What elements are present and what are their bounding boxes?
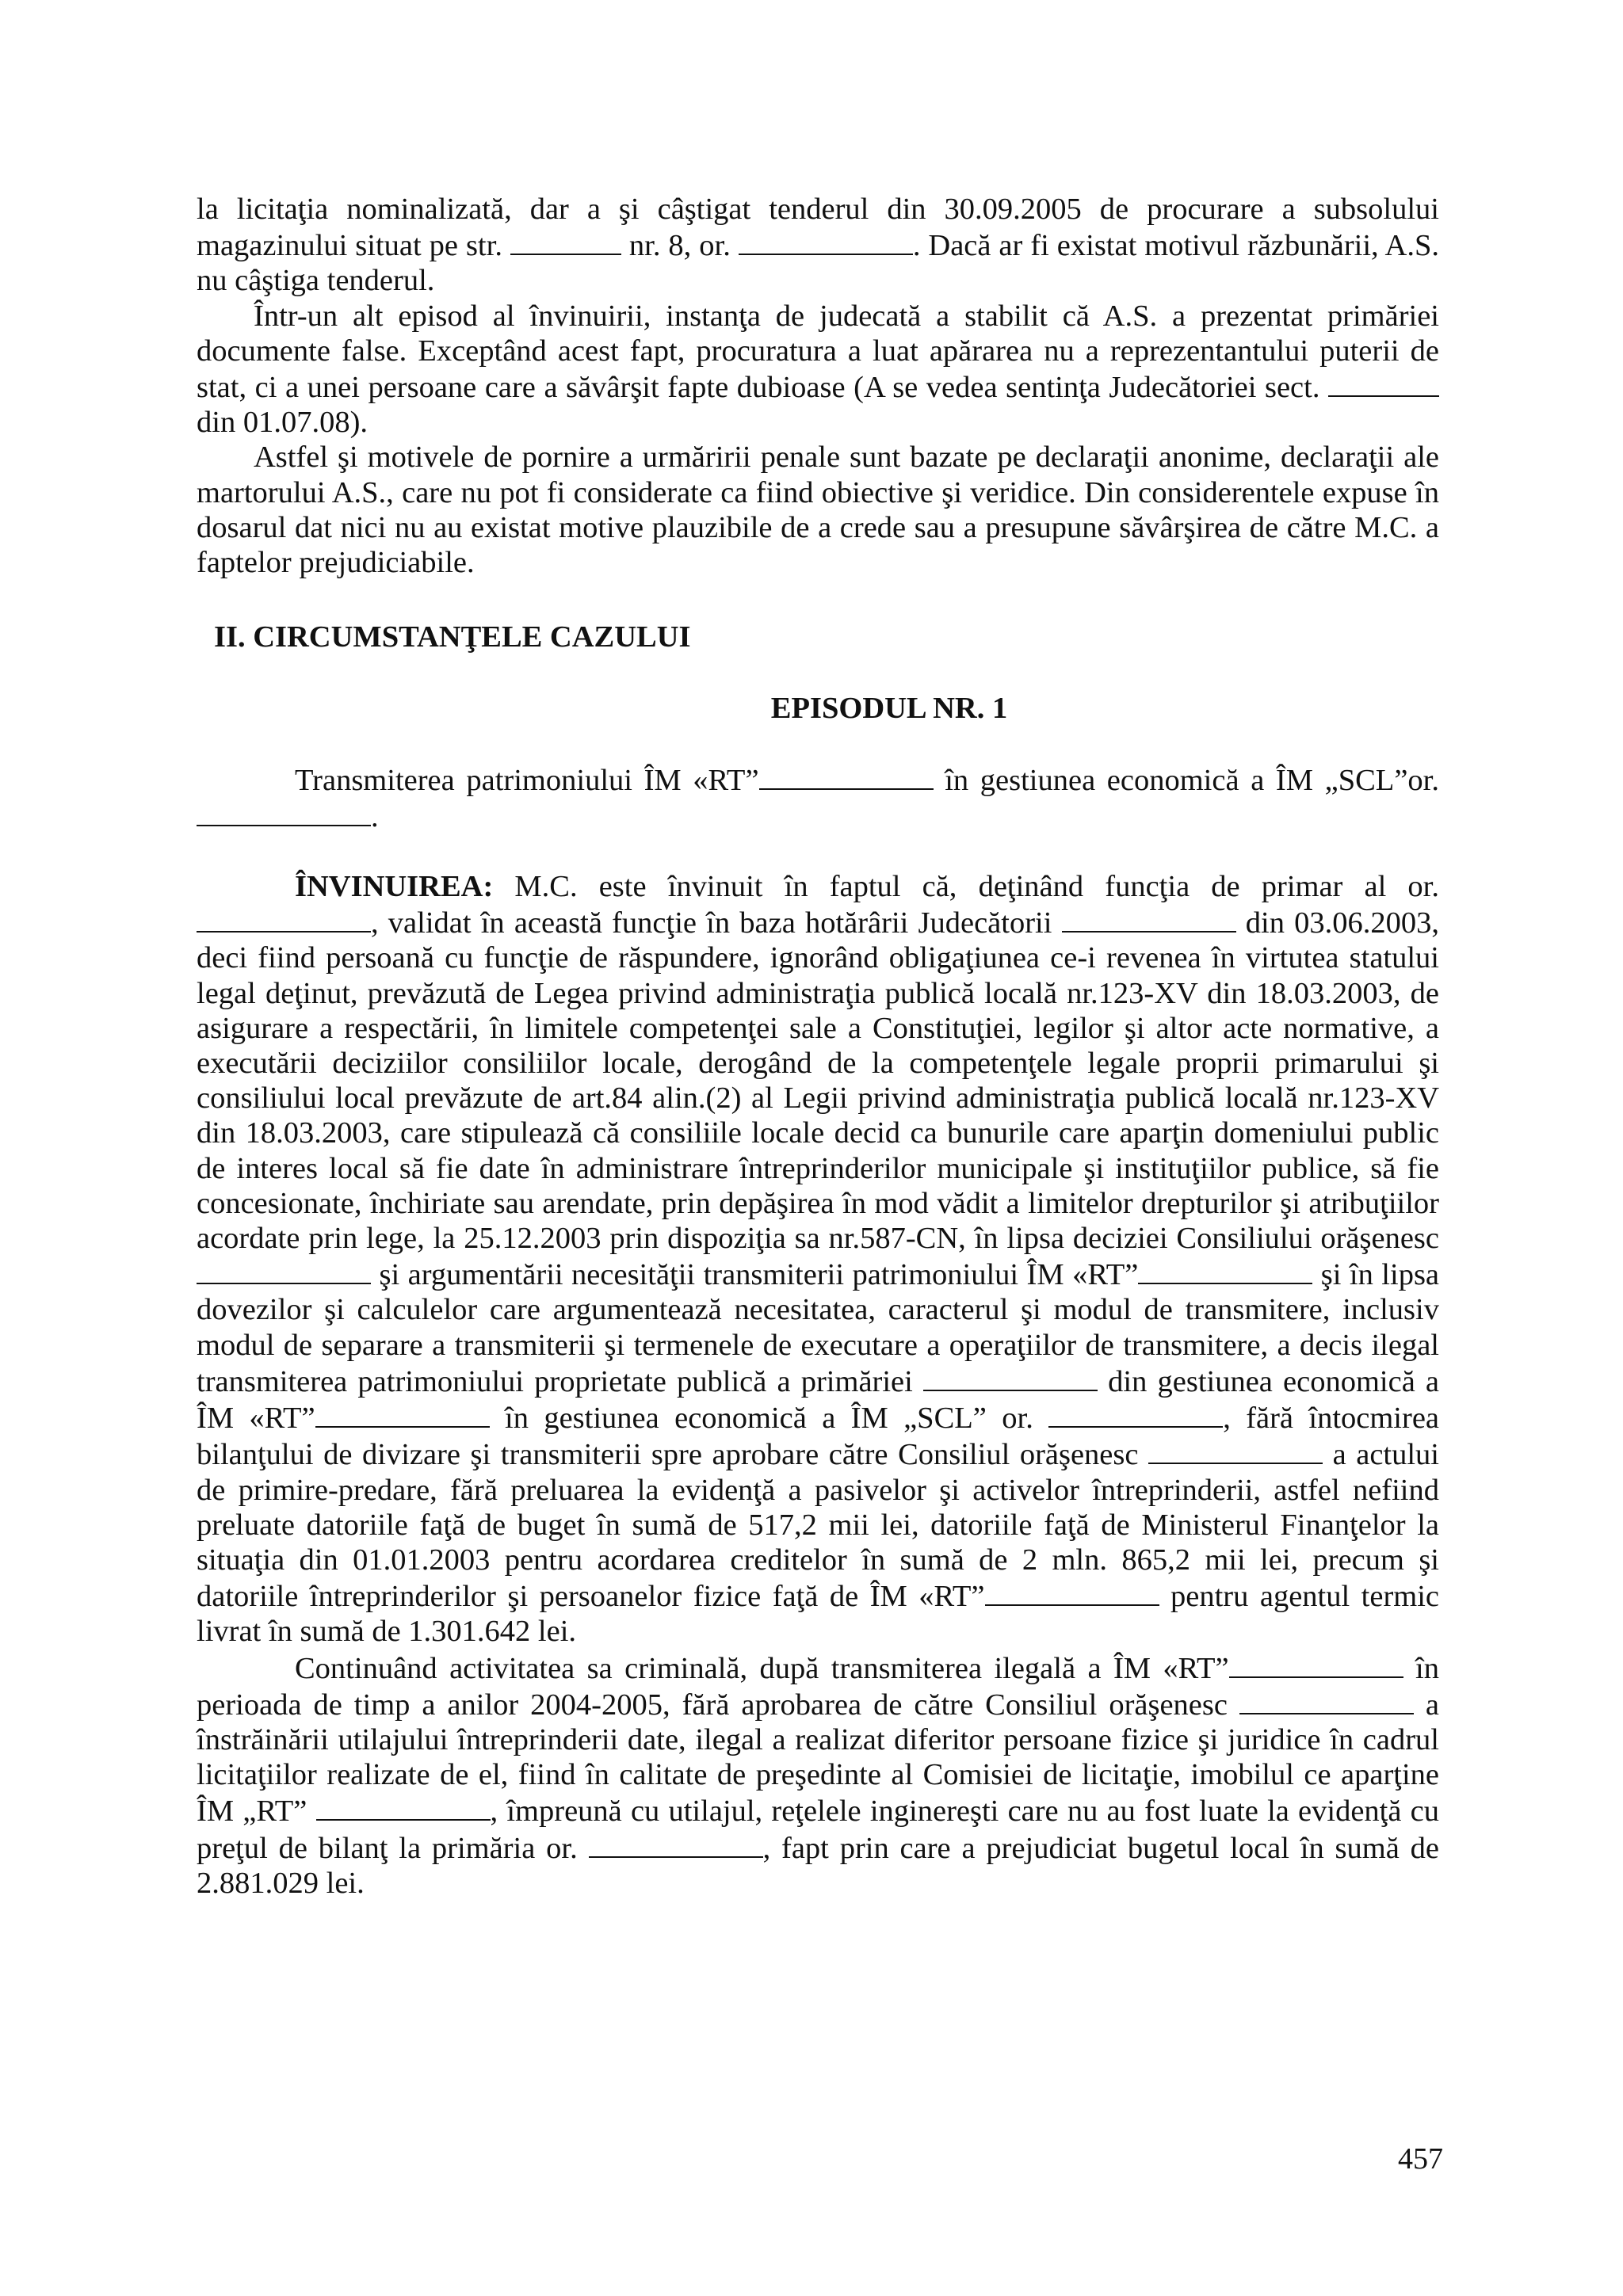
text-span: , fără întocmirea bilanţului de divizare şi transmiterii spre aprobare către Consiliul orăşenesc: [197, 1402, 1440, 1472]
text-span: şi în lipsa dovezilor şi calculelor care argumentează necesitatea, caracterul şi modul de transmitere, inclusiv modul de separare a transmiterii şi termenele de executare a operaţiilor de transmitere, a decis ilegal transmiterea patrimoniului proprietate publică a primăriei: [197, 1258, 1440, 1398]
blank-line: [1229, 1650, 1403, 1678]
blank-line: [197, 904, 371, 933]
paragraph-false-documents: [197, 299, 1439, 441]
text-span: din gestiunea economică a ÎM «RT”: [197, 1364, 1440, 1436]
text-span: din 01.07.08).: [197, 406, 369, 440]
text-span: şi argumentării necesităţii transmiterii patrimoniului ÎM «RT”: [379, 1258, 1139, 1292]
text-span: M.C. este învinuit în faptul că, deţinând funcţia de primar al or.: [514, 870, 1439, 904]
blank-line: [1328, 368, 1439, 397]
text-span: pentru agentul termic livrat în sumă de 1.301.642 lei.: [197, 1580, 1440, 1649]
blank-line: [1048, 1399, 1223, 1428]
text-span: la licitaţia nominalizată, dar a şi câştigat tenderul din 30.09.2005 de procurare a subsolului magazinului situat pe str.: [197, 193, 1439, 263]
blank-line: [510, 227, 621, 255]
paragraph-tender: [197, 192, 1439, 299]
paragraph-motives: Astfel şi motivele de pornire a urmăririi penale sunt bazate pe declaraţii anonime, declaraţii ale martorului A.S., care nu pot fi considerate ca fiind obiective şi veridice. Din considerentele expuse în dosarul dat nici nu au existat motive plauzibile de a crede sau a presupune săvârşirea de către M.C. a faptelor prejudiciabile.: [197, 441, 1439, 580]
text-span: . Dacă ar fi existat motivul răzbunării, A.S. nu câştiga tenderul.: [197, 229, 1439, 298]
paragraph-charge: [197, 869, 1439, 1649]
text-span: a actului de primire-predare, fără preluarea la evidenţă a pasivelor şi activelor întreprinderii, astfel nefiind preluate datoriile faţă de buget în sumă de 517,2 mii lei, datoriile faţă de Ministerul Finanţelor la situaţia din 01.01.2003 pentru acordarea creditelor în sumă de 2 mln. 865,2 mii lei, precum şi datoriile întreprinderilor şi persoanelor fizice faţă de ÎM «RT”: [197, 1438, 1440, 1614]
blank-line: [985, 1577, 1159, 1606]
text-span: Într-un alt episod al învinuirii, instanţa de judecată a stabilit că A.S. a prezentat primăriei documente false. Exceptând acest fapt, procuratura a luat apărarea nu a reprezentantului puterii de stat, ci a unei persoane care a săvârşit fapte dubioase (A se vedea sentinţa Judecătoriei sect.: [197, 299, 1439, 405]
text-span: Transmiterea patrimoniului ÎM «RT”: [295, 763, 759, 797]
blank-line: [1138, 1256, 1312, 1284]
charge-label: ÎNVINUIREA:: [295, 870, 494, 904]
text-span: din 03.06.2003, deci fiind persoană cu funcţie de răspundere, ignorând obligaţiunea ce-i revenea în virtutea statului legal deţinut, prevăzută de Legea privind administraţia publică locală nr.123-XV din 18.03.2003, de asigurare a respectării, în limitele competenţei sale a Constituţiei, legilor şi altor acte normative, a executării deciziilor consiliilor locale, derogând de la competenţele legale proprii primarului şi consiliului local prevăzute de art.84 alin.(2) al Legii privind administraţia publică locală nr.123-XV din 18.03.2003, care stipulează că consiliile locale decid ca bunurile care aparţin domeniului public de interes local să fie date în administrare întreprinderilor municipale şi instituţiilor publice, să fie concesionate, închiriate sau arendate, prin depăşirea în mod vădit a limitelor drepturilor şi atribuţiilor acordate prin lege, la 25.12.2003 prin dispoziţia sa nr.587-CN, în lipsa deciziei Consiliului orăşenesc: [197, 906, 1440, 1256]
blank-line: [316, 1792, 491, 1821]
blank-line: [197, 798, 371, 826]
blank-line: [1239, 1686, 1414, 1714]
blank-line: [1062, 904, 1236, 933]
section-heading: II. CIRCUMSTANŢELE CAZULUI: [214, 620, 691, 654]
page-content: [197, 192, 1439, 1901]
page-number: 457: [1398, 2142, 1443, 2176]
text-span: a înstrăinării utilajului întreprinderii date, ilegal a realizat diferitor persoane fizice şi juridice în cadrul licitaţiilor realizate de el, fiind în calitate de preşedinte al Comisiei de licitaţie, imobilul ce aparţine ÎM „RT”: [197, 1688, 1439, 1829]
text-span: Continuând activitatea sa criminală, după transmiterea ilegală a ÎM «RT”: [295, 1651, 1229, 1685]
text-span: , validat în această funcţie în baza hotărârii Judecătorii: [371, 906, 1052, 940]
text-span: .: [371, 799, 379, 833]
blank-line: [315, 1399, 490, 1428]
blank-line: [197, 1256, 371, 1284]
paragraph-continuation: [197, 1650, 1439, 1901]
blank-line: [739, 227, 913, 255]
text-span: , fapt prin care a prejudiciat bugetul local în sumă de 2.881.029 lei.: [197, 1831, 1439, 1900]
blank-line: [759, 761, 934, 790]
text-span: nr. 8, or.: [628, 229, 731, 263]
episode-title: [197, 761, 1439, 834]
text-span: , împreună cu utilajul, reţelele inginereşti care nu au fost luate la evidenţă cu preţul de bilanţ la primăria or.: [197, 1794, 1439, 1865]
episode-heading: EPISODUL NR. 1: [770, 692, 1008, 726]
text-span: în perioada de timp a anilor 2004-2005, fără aprobarea de către Consiliul orăşenesc: [197, 1651, 1439, 1722]
blank-line: [923, 1363, 1098, 1391]
blank-line: [1148, 1436, 1323, 1464]
text-span: în gestiunea economică a ÎM „SCL”or.: [945, 763, 1439, 797]
text-span: în gestiunea economică a ÎM „SCL” or.: [505, 1402, 1033, 1436]
blank-line: [589, 1829, 763, 1858]
